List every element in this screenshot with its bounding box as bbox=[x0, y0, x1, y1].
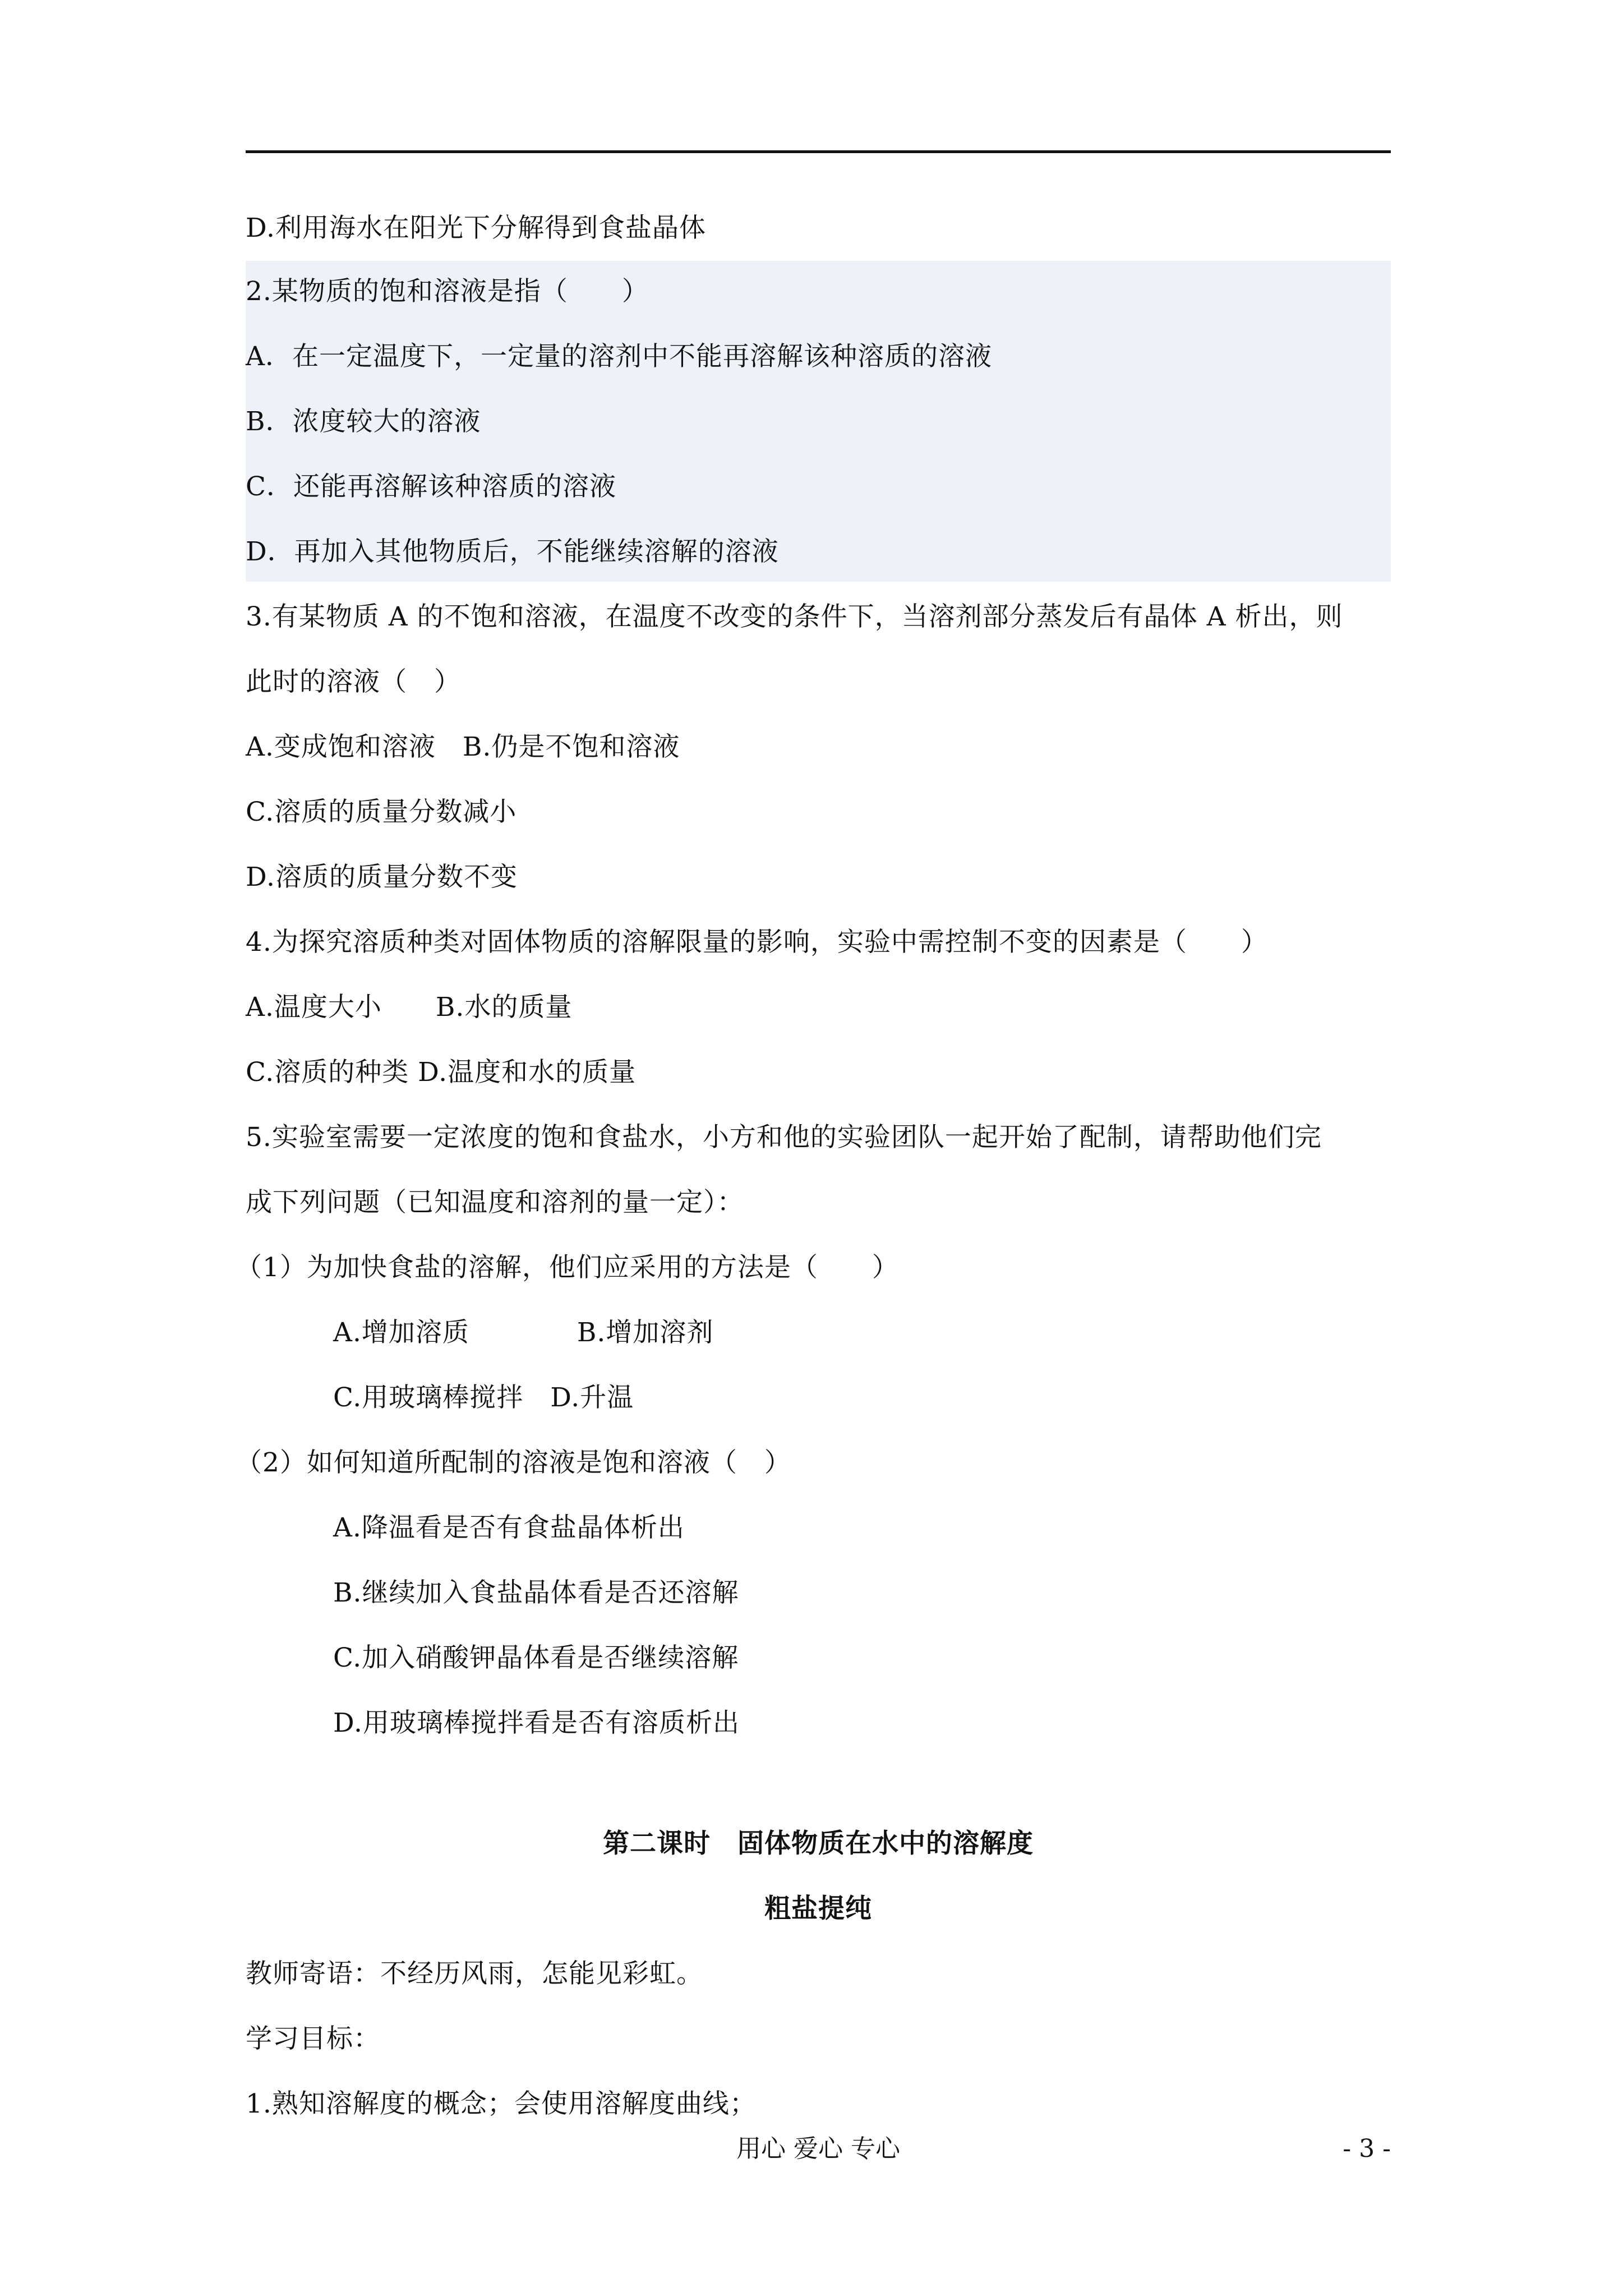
question-5-part-2: （2）如何知道所配制的溶液是饱和溶液（ ） bbox=[236, 1447, 791, 1478]
question-3-option-c: C.溶质的质量分数减小 bbox=[246, 797, 517, 827]
question-5-part-1-options-ab: A.增加溶质 B.增加溶剂 bbox=[333, 1317, 714, 1348]
question-5-part-1: （1）为加快食盐的溶解，他们应采用的方法是（ ） bbox=[236, 1252, 899, 1283]
page-number: - 3 - bbox=[1343, 2134, 1391, 2163]
learning-goal-1: 1.熟知溶解度的概念；会使用溶解度曲线； bbox=[246, 2088, 757, 2119]
question-5-part-2-option-b: B.继续加入食盐晶体看是否还溶解 bbox=[333, 1577, 739, 1608]
question-3-options-ab: A.变成饱和溶液 B.仍是不饱和溶液 bbox=[246, 731, 680, 762]
question-5-part-2-option-d: D.用玻璃棒搅拌看是否有溶质析出 bbox=[333, 1708, 740, 1738]
header-rule bbox=[246, 150, 1391, 153]
question-2-option-c: C．还能再溶解该种溶质的溶液 bbox=[246, 471, 616, 502]
question-5-part-2-option-a: A.降温看是否有食盐晶体析出 bbox=[333, 1512, 685, 1543]
question-4-options-cd: C.溶质的种类 D.温度和水的质量 bbox=[246, 1057, 637, 1088]
question-3-line-2: 此时的溶液（ ） bbox=[246, 666, 461, 697]
footer-slogan: 用心 爱心 专心 bbox=[736, 2134, 900, 2163]
teacher-motto: 教师寄语：不经历风雨，怎能见彩虹。 bbox=[246, 1958, 703, 1989]
question-2-option-d: D．再加入其他物质后，不能继续溶解的溶液 bbox=[246, 536, 779, 567]
learning-goals-heading: 学习目标： bbox=[246, 2023, 380, 2054]
question-5-part-1-options-cd: C.用玻璃棒搅拌 D.升温 bbox=[333, 1382, 634, 1413]
question-4: 4.为探究溶质种类对固体物质的溶解限量的影响，实验中需控制不变的因素是（ ） bbox=[246, 927, 1268, 958]
question-5-line-1: 5.实验室需要一定浓度的饱和食盐水，小方和他的实验团队一起开始了配制，请帮助他们完 bbox=[246, 1122, 1322, 1153]
question-4-options-ab: A.温度大小 B.水的质量 bbox=[246, 992, 573, 1023]
question-3-option-d: D.溶质的质量分数不变 bbox=[246, 862, 518, 892]
section-subtitle: 粗盐提纯 bbox=[764, 1893, 872, 1924]
question-2-option-a: A．在一定温度下，一定量的溶剂中不能再溶解该种溶质的溶液 bbox=[246, 341, 992, 372]
question-5-line-2: 成下列问题（已知温度和溶剂的量一定）： bbox=[246, 1187, 744, 1218]
section-title: 第二课时 固体物质在水中的溶解度 bbox=[603, 1828, 1034, 1859]
option-d-line: D.利用海水在阳光下分解得到食盐晶体 bbox=[246, 213, 706, 243]
question-2: 2.某物质的饱和溶液是指（ ） bbox=[246, 276, 649, 307]
question-5-part-2-option-c: C.加入硝酸钾晶体看是否继续溶解 bbox=[333, 1642, 739, 1673]
question-3-line-1: 3.有某物质 A 的不饱和溶液，在温度不改变的条件下，当溶剂部分蒸发后有晶体 A 析出，则 bbox=[246, 601, 1343, 632]
question-2-option-b: B．浓度较大的溶液 bbox=[246, 406, 481, 437]
